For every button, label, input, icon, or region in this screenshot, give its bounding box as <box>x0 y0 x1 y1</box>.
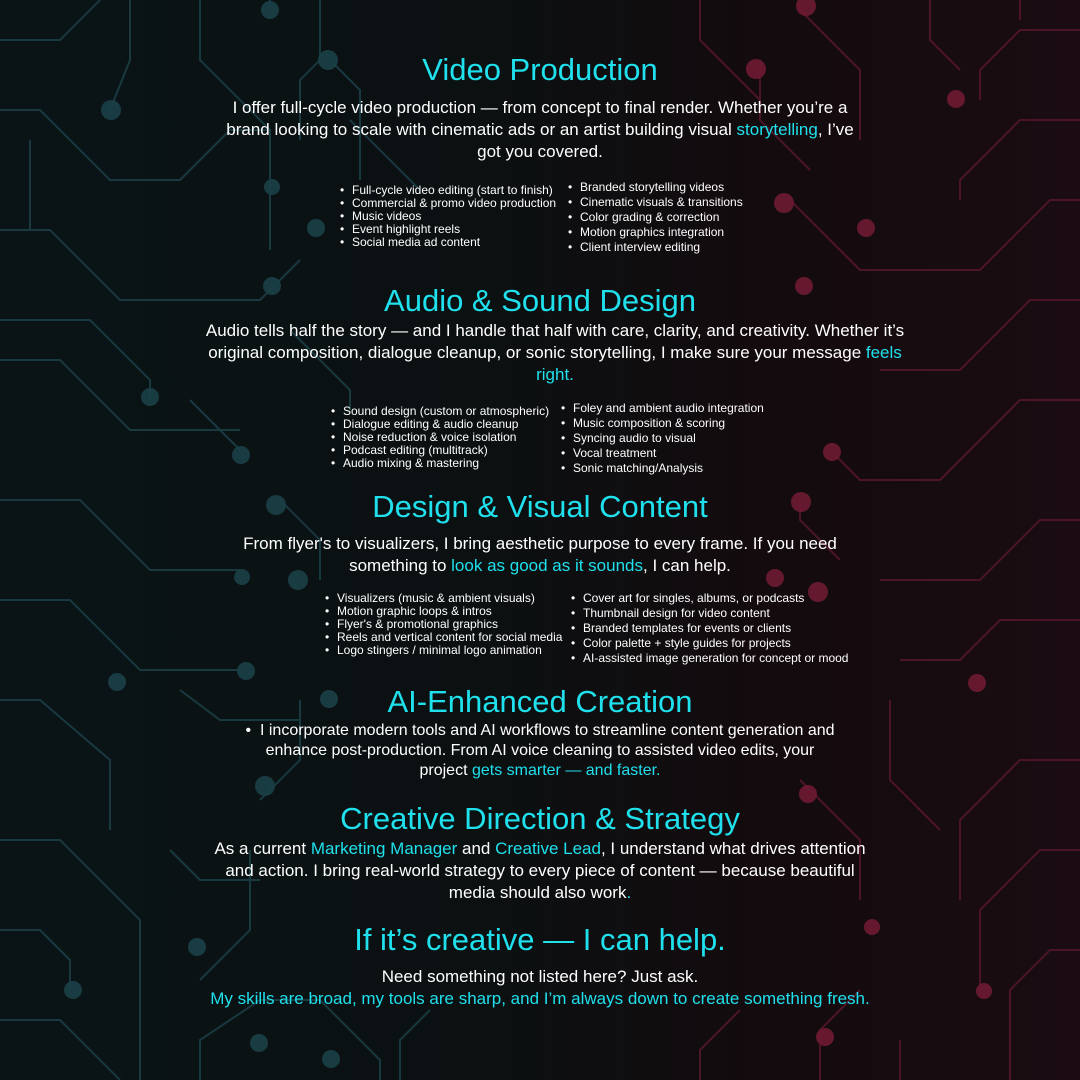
list-item: • Music composition & scoring <box>573 416 764 431</box>
design-visual-content-heading: Design & Visual Content <box>372 489 708 524</box>
design-visual-content-list-left <box>325 592 562 657</box>
closing-line-2: My skills are broad, my tools are sharp, and I’m always down to create something fresh. <box>210 989 870 1008</box>
list-item: • Branded templates for events or clients <box>583 621 848 636</box>
audio-sound-design-heading: Audio & Sound Design <box>384 283 696 318</box>
video-production-list-left <box>340 184 556 249</box>
closing-heading: If it’s creative — I can help. <box>354 922 726 957</box>
list-item: • Color palette + style guides for projects <box>583 636 848 651</box>
video-production-list-right <box>568 180 743 255</box>
storytelling-highlight: storytelling <box>736 120 818 139</box>
design-visual-content-list-right <box>571 591 848 666</box>
list-item: • Vocal treatment <box>573 446 764 461</box>
creative-lead-highlight: Creative Lead <box>495 839 601 858</box>
video-production-description: I offer full-cycle video production — from concept to final render. Whether you’re a brand looking to scale with cinematic ads or an artist building visual storytelling, I’ve got you covered. <box>226 98 854 161</box>
list-item: • Full-cycle video editing (start to finish) <box>352 184 556 197</box>
look-as-good-highlight: look as good as it sounds <box>451 556 644 575</box>
audio-sound-design-list-right <box>561 401 764 476</box>
list-item: • Noise reduction & voice isolation <box>343 431 549 444</box>
list-item: • Dialogue editing & audio cleanup <box>343 418 549 431</box>
list-item: • Sound design (custom or atmospheric) <box>343 405 549 418</box>
list-item: • Color grading & correction <box>580 210 743 225</box>
list-item: • Cinematic visuals & transitions <box>580 195 743 210</box>
marketing-manager-highlight: Marketing Manager <box>310 839 458 858</box>
list-item: • Podcast editing (multitrack) <box>343 444 549 457</box>
list-item: • Social media ad content <box>352 236 556 249</box>
closing-line-1: Need something not listed here? Just ask. <box>381 967 699 986</box>
list-item: • Visualizers (music & ambient visuals) <box>337 592 562 605</box>
smarter-faster-highlight: gets smarter — and faster. <box>471 762 661 779</box>
list-item: • Motion graphics integration <box>580 225 743 240</box>
list-item: • Music videos <box>352 210 556 223</box>
list-item: • Event highlight reels <box>352 223 556 236</box>
list-item: • Thumbnail design for video content <box>583 606 848 621</box>
list-item: • Flyer's & promotional graphics <box>337 618 562 631</box>
list-item: • Audio mixing & mastering <box>343 457 549 470</box>
list-item: • Logo stingers / minimal logo animation <box>337 644 562 657</box>
list-item: • Motion graphic loops & intros <box>337 605 562 618</box>
design-visual-content-description: From flyer's to visualizers, I bring aesthetic purpose to every frame. If you need something to look as good as it sounds, I can help. <box>243 534 837 575</box>
list-item: • Reels and vertical content for social media <box>337 631 562 644</box>
list-item: • Sonic matching/Analysis <box>573 461 764 476</box>
list-item: • AI-assisted image generation for concept or mood <box>583 651 848 666</box>
audio-sound-design-list-left <box>331 405 549 470</box>
list-item: • Commercial & promo video production <box>352 197 556 210</box>
creative-direction-description: As a current Marketing Manager and Creative Lead, I understand what drives attention and action. I bring real-world strategy to every piece of content — because beautiful media should also work. <box>214 839 866 902</box>
ai-enhanced-creation-description: • I incorporate modern tools and AI workflows to streamline content generation and enhance post-production. From AI voice cleaning to assisted video edits, your project gets smarter — and faster. <box>245 722 835 779</box>
bullet: • <box>245 722 260 739</box>
ai-enhanced-creation-heading: AI-Enhanced Creation <box>387 684 693 719</box>
list-item: • Foley and ambient audio integration <box>573 401 764 416</box>
creative-direction-heading: Creative Direction & Strategy <box>340 801 740 836</box>
list-item: • Syncing audio to visual <box>573 431 764 446</box>
list-item: • Client interview editing <box>580 240 743 255</box>
video-production-heading: Video Production <box>422 52 658 87</box>
list-item: • Cover art for singles, albums, or podcasts <box>583 591 848 606</box>
list-item: • Branded storytelling videos <box>580 180 743 195</box>
audio-sound-design-description: Audio tells half the story — and I handle that half with care, clarity, and creativity. Whether it’s original composition, dialogue cleanup, or sonic storytelling, I make sure your message feels right. <box>205 321 905 384</box>
feels-right-highlight: feels right. <box>536 343 902 384</box>
